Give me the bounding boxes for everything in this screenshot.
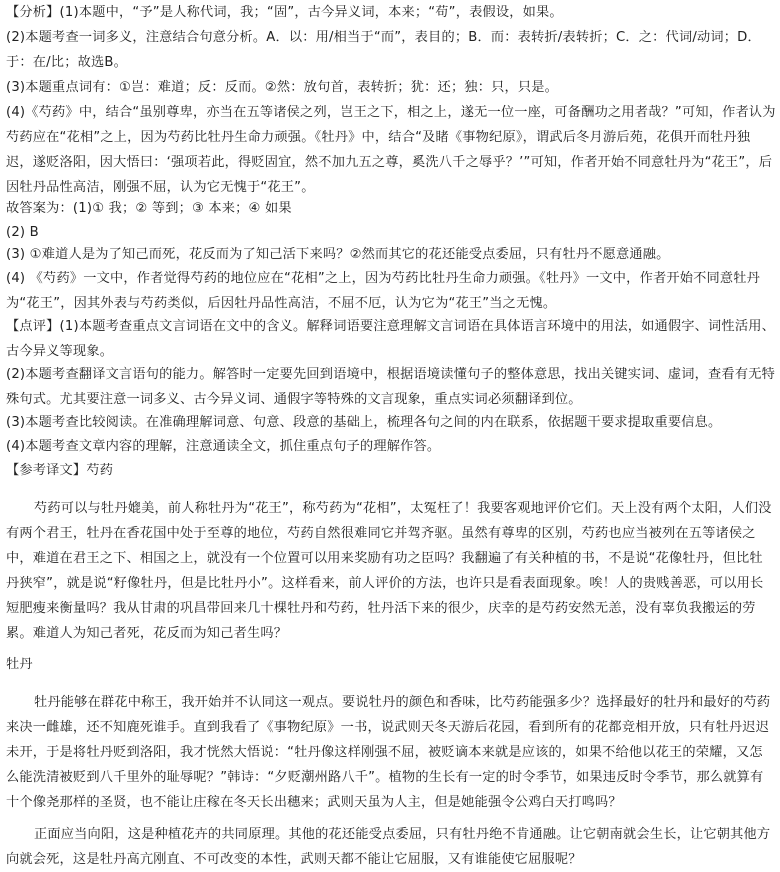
answer-line-2: (2) B: [6, 225, 39, 240]
analysis-line-1: 【分析】(1)本题中，“予”是人称代词，我；“固”，古今异义词，本来；“苟”，表假设，如果。: [6, 5, 563, 20]
analysis-line-4: (4)《芍药》中，结合“虽别尊卑，亦当在五等诸侯之列，岂王之下，相之上，遂无一位一座，可备酬功之用者哉？”可知，作者认为芍药应在“花相”之上，因为芍药比牡丹生命力顽强。《牡丹》中，结合“及睹《事物纪原》，谓武后冬月游后苑，花俱开而牡丹独迟，遂贬洛阳，因大悟曰：‘强项若此，得贬固宜，然不加九五之尊，奚洗八千之辱乎？’”可知，作者开始不同意牡丹为“花王”，后因牡丹品性高洁，刚强不屈，认为它无愧于“花王”。: [6, 105, 776, 195]
comment-line-2: (2)本题考查翻译文言语句的能力。解答时一定要先回到语境中，根据语境读懂句子的整体意思，找出关键实词、虚词，查看有无特殊句式。尤其要注意一词多义、古今异义词、通假字等特殊的文言现象，重点实词必须翻译到位。: [6, 367, 775, 407]
analysis-line-3: (3)本题重点词有：①岂：难道；反：反而。②然：放句首，表转折；犹：还；独：只，只是。: [6, 80, 559, 95]
comment-line-4: (4)本题考查文章内容的理解，注意通读全文，抓住重点句子的理解作答。: [6, 439, 441, 454]
translation-para-1: 芍药可以与牡丹媲美，前人称牡丹为“花王”，称芍药为“花相”，太冤枉了！我要客观地评价它们。天上没有两个太阳，人们没有两个君王，牡丹在香花国中处于至尊的地位，芍药自然很难同它并驾齐驱。虽然有尊卑的区别，芍药也应当被列在五等诸侯之中，难道在君王之下、相国之上，就没有一个位置可以用来奖励有功之臣吗？我翻遍了有关种植的书，不是说“花像牡丹，但比牡丹狭窄”，就是说“籽像牡丹，但是比牡丹小”。这样看来，前人评价的方法，也许只是看表面现象。唉！人的贵贱善恶，可以用长短肥瘦来衡量吗？我从甘肃的巩昌带回来几十棵牡丹和芍药，牡丹活下来的很少，庆幸的是芍药安然无恙，没有辜负我搬运的劳累。难道人为知己者死，花反而为知己者生吗？: [6, 501, 772, 641]
answer-line-3: (3) ①难道人是为了知己而死，花反而为了知己活下来吗？②然而其它的花还能受点委屈，只有牡丹不愿意通融。: [6, 247, 670, 262]
answer-line-1: 故答案为：(1)① 我；② 等到；③ 本来；④ 如果: [6, 201, 292, 216]
translation-para-2: 牡丹能够在群花中称王，我开始并不认同这一观点。要说牡丹的颜色和香味，比芍药能强多少？选择最好的牡丹和最好的芍药来决一雌雄，还不知鹿死谁手。直到我看了《事物纪原》一书，说武则天冬天游后花园，看到所有的花都竞相开放，只有牡丹迟迟未开，于是将牡丹贬到洛阳，我才恍然大悟说：“牡丹像这样刚强不屈，被贬谪本来就是应该的，如果不给他以花王的荣耀，又怎么能洗清被贬到八千里外的耻辱呢？”韩诗：“夕贬潮州路八千”。植物的生长有一定的时令季节，如果违反时令季节，那么就算有十个像尧那样的圣贤，也不能让庄稼在冬天长出穗来；武则天虽为人主，但是她能强令公鸡白天打鸣吗？: [6, 695, 771, 810]
comment-line-3: (3)本题考查比较阅读。在准确理解词意、句意、段意的基础上，梳理各句之间的内在联系，依据题干要求提取重要信息。: [6, 415, 722, 430]
answer-line-4: (4) 《芍药》一文中，作者觉得芍药的地位应在“花相”之上，因为芍药比牡丹生命力顽强。《牡丹》一文中，作者开始不同意牡丹为“花王”，因其外表与芍药类似，后因牡丹品性高洁，不屈不厄，认为它为“花王”当之无愧。: [6, 271, 761, 311]
translation-title-2: 牡丹: [6, 657, 33, 672]
comment-line-1: 【点评】(1)本题考查重点文言词语在文中的含义。解释词语要注意理解文言词语在具体语言环境中的用法，如通假字、词性活用、古今异义等现象。: [6, 319, 775, 359]
translation-para-3: 正面应当向阳，这是种植花卉的共同原理。其他的花还能受点委屈，只有牡丹绝不肯通融。让它朝南就会生长，让它朝其他方向就会死，这是牡丹高亢刚直、不可改变的本性，武则天都不能让它屈服，又有谁能使它屈服呢？: [6, 827, 771, 867]
translation-header: 【参考译文】芍药: [6, 463, 114, 478]
analysis-line-2: (2)本题考查一词多义，注意结合句意分析。A．以：用/相当于“而”，表目的；B．而：表转折/表转折；C．之：代词/动词；D．于：在/比；故选B。: [6, 30, 761, 70]
